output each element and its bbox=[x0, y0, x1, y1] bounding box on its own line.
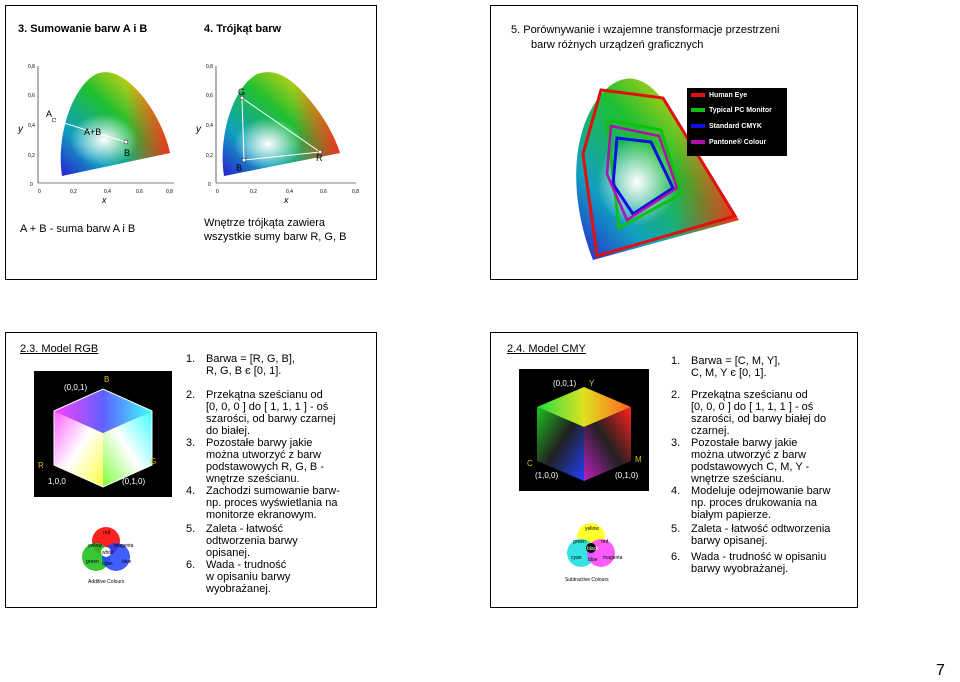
legend-item-pantone: Pantone® Colour bbox=[709, 139, 767, 146]
venn-label: magenta bbox=[114, 543, 134, 549]
rgb-cube-image bbox=[34, 371, 172, 497]
y-tick: 0,6 bbox=[206, 93, 213, 99]
venn-label: red bbox=[601, 539, 609, 545]
cmy-properties-list: 1. Barwa = [C, M, Y], C, M, Y є [0, 1]. 2. Przekątna sześcianu od [0, 0, 0 ] do [ 1, 1, 1 ] - oś szarości, od barwy białej do czarnej. 3. Pozostałe barwy jakie można utworzyć z barw podstawowych C, M, Y - wnętrze sześcianu. 4. Modeluje odejmowanie barw np. proces drukowania na białym papierze. 5. Zaleta - łatwość odtworzenia barwy opisanej. 6. Wada - trudność w opisaniu barwy wyobrażanej. bbox=[671, 355, 831, 575]
venn-label: yellow bbox=[88, 543, 102, 549]
slide-title-triangle: 4. Trójkąt barw bbox=[204, 23, 282, 35]
caption-triangle-line2: wszystkie sumy barw R, G, B bbox=[204, 231, 347, 243]
cube-label-right: (0,1,0) bbox=[615, 471, 639, 480]
x-axis-label: x bbox=[102, 195, 107, 205]
y-tick: 0,8 bbox=[28, 64, 35, 70]
legend-swatch bbox=[691, 108, 705, 112]
cmy-cube-image bbox=[519, 369, 649, 491]
slide-title-line1: 5. Porównywanie i wzajemne transformacje przestrzeni bbox=[511, 24, 780, 36]
y-tick: 0,6 bbox=[28, 93, 35, 99]
venn-label: magenta bbox=[603, 555, 623, 561]
page-number: 7 bbox=[936, 662, 945, 679]
caption-summation: A + B - suma barw A i B bbox=[20, 223, 136, 235]
x-tick: 0,2 bbox=[250, 189, 257, 195]
slide-title-summation: 3. Sumowanie barw A i B bbox=[18, 23, 148, 35]
y-tick: 0,8 bbox=[206, 64, 213, 70]
cube-label-c: C bbox=[527, 459, 533, 468]
legend-item-human-eye: Human Eye bbox=[709, 92, 748, 99]
label-r: R bbox=[316, 153, 323, 163]
legend-swatch bbox=[691, 93, 705, 97]
slide-title-line2: barw różnych urządzeń graficznych bbox=[531, 39, 704, 51]
slide-gamut-comparison bbox=[490, 5, 858, 280]
legend-swatch bbox=[691, 124, 705, 128]
legend-item-pc-monitor: Typical PC Monitor bbox=[709, 107, 772, 114]
caption-triangle-line1: Wnętrze trójkąta zawiera bbox=[204, 217, 326, 229]
y-axis-label: y bbox=[196, 124, 201, 135]
y-tick: 0,4 bbox=[28, 123, 35, 129]
slide-title-rgb: 2.3. Model RGB bbox=[20, 343, 99, 355]
cube-label-right: (0,1,0) bbox=[122, 477, 146, 486]
venn-label: blue bbox=[122, 559, 132, 565]
label-b: B bbox=[236, 163, 243, 173]
x-tick: 0,4 bbox=[286, 189, 293, 195]
x-tick: 0 bbox=[38, 189, 41, 195]
cube-label-g: G bbox=[150, 457, 157, 466]
label-a-plus-b: A+B bbox=[84, 127, 102, 137]
slide-title-cmy: 2.4. Model CMY bbox=[507, 343, 586, 355]
venn-label: blue bbox=[588, 557, 598, 563]
venn-label: black bbox=[587, 546, 599, 552]
legend-item-cmyk: Standard CMYK bbox=[709, 123, 762, 130]
venn-caption: Additive Colours bbox=[88, 579, 125, 585]
cube-label-y: Y bbox=[589, 379, 595, 388]
y-tick: 0,4 bbox=[206, 123, 213, 129]
cube-label-r: R bbox=[38, 461, 44, 470]
y-tick: 0,2 bbox=[206, 153, 213, 159]
y-axis-label: y bbox=[18, 124, 23, 135]
label-g: G bbox=[238, 87, 246, 97]
x-tick: 0,8 bbox=[166, 189, 173, 195]
rgb-properties-list: 1. Barwa = [R, G, B], R, G, B є [0, 1]. 2. Przekątna sześcianu od [0, 0, 0 ] do [ 1, 1, 1 ] - oś szarości, od barwy czarnej do białej. 3. Pozostałe barwy jakie można utworzyć z barw podstawowych R, G, B - wnętrze sześcianu. 4. Zachodzi sumowanie barw- np. proces wyświetlania na monitorze ekranowym. 5. Zaleta - łatwość odtworzenia barwy opisanej. 6. Wada - trudność w opisaniu barwy wyobrażanej. bbox=[186, 353, 340, 595]
cube-label-m: M bbox=[635, 455, 642, 464]
x-tick: 0,4 bbox=[104, 189, 111, 195]
venn-caption: Subtractive Colours bbox=[565, 577, 609, 583]
cube-label-top: (0,0,1) bbox=[553, 379, 577, 388]
y-tick: 0,2 bbox=[28, 153, 35, 159]
chromaticity-diagram-2 bbox=[194, 58, 364, 198]
venn-label: cyan bbox=[571, 555, 582, 561]
cube-label-b: B bbox=[104, 375, 110, 384]
x-tick: 0,6 bbox=[320, 189, 327, 195]
cube-label-top: (0,0,1) bbox=[64, 383, 88, 392]
label-b: B bbox=[124, 148, 131, 158]
x-tick: 0,2 bbox=[70, 189, 77, 195]
venn-label: white bbox=[102, 550, 114, 556]
gamut-legend bbox=[687, 88, 787, 156]
chromaticity-chart-triangle bbox=[194, 58, 364, 198]
venn-label: cyan bbox=[102, 561, 113, 567]
additive-venn bbox=[66, 523, 146, 589]
cube-label-left: (1,0,0) bbox=[535, 471, 559, 480]
y-tick: 0 bbox=[30, 182, 33, 188]
cube-label-left: 1,0,0 bbox=[48, 477, 66, 486]
legend-swatch bbox=[691, 140, 705, 144]
x-tick: 0 bbox=[216, 189, 219, 195]
y-tick: 0 bbox=[208, 182, 211, 188]
x-axis-label: x bbox=[284, 195, 289, 205]
slide-color-summation bbox=[5, 5, 377, 280]
x-tick: 0,6 bbox=[136, 189, 143, 195]
slide-cmy-model bbox=[490, 332, 858, 608]
label-a: A bbox=[46, 109, 53, 119]
venn-label: red bbox=[103, 530, 111, 536]
venn-label: green bbox=[573, 539, 586, 545]
subtractive-venn bbox=[551, 519, 631, 587]
chromaticity-chart-summation bbox=[16, 58, 176, 198]
slide-rgb-model bbox=[5, 332, 377, 608]
x-tick: 0,8 bbox=[352, 189, 359, 195]
venn-label: green bbox=[86, 559, 99, 565]
venn-label: yellow bbox=[585, 526, 599, 532]
